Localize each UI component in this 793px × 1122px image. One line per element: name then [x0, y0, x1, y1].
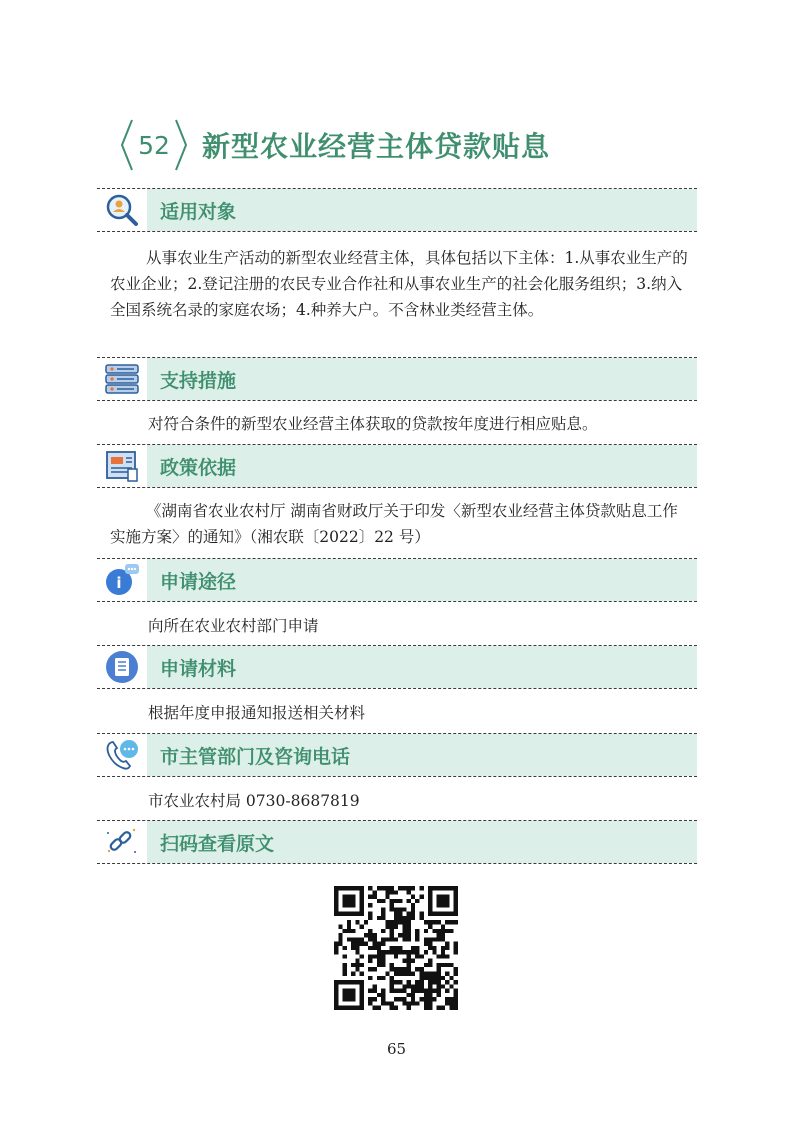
- section-body-basis: 《湖南省农业农村厅 湖南省财政厅关于印发〈新型农业经营主体贷款贴息工作实施方案〉的通知》（湘农联〔2022〕22 号）: [110, 502, 678, 546]
- list-icon: [97, 646, 147, 688]
- info-chat-icon: [97, 559, 147, 601]
- section-heading: 申请途径: [147, 559, 697, 601]
- svg-text:i: i: [116, 574, 122, 592]
- section-header-basis: [97, 444, 697, 488]
- page-number: 65: [386, 1040, 407, 1058]
- title-row: [120, 116, 550, 174]
- section-body-target: 从事农业生产活动的新型农业经营主体，具体包括以下主体：1.从事农业生产的农业企业；2.登记注册的农民专业合作社和从事农业生产的社会化服务组织；3.纳入全国系统名录的家庭农场；4.种养大户。不含林业类经营主体。: [110, 249, 688, 319]
- server-stack-icon: [97, 358, 147, 400]
- section-header-materials: [97, 645, 697, 689]
- qr-code: [334, 886, 458, 1010]
- section-heading: 申请材料: [147, 646, 697, 688]
- section-header-scan: [97, 820, 697, 864]
- section-body-measures: 对符合条件的新型农业经营主体获取的贷款按年度进行相应贴息。: [148, 415, 598, 433]
- magnifier-person-icon: [97, 189, 147, 231]
- section-body-contact: 市农业农村局 0730-8687819: [148, 792, 360, 810]
- number-badge: [120, 118, 188, 172]
- section-header-measures: [97, 357, 697, 401]
- section-heading: 扫码查看原文: [147, 821, 697, 863]
- page-item-number: 52: [138, 130, 170, 160]
- phone-icon: [97, 734, 147, 776]
- link-icon: [97, 821, 147, 863]
- section-heading: 市主管部门及咨询电话: [147, 734, 697, 776]
- section-heading: 适用对象: [147, 189, 697, 231]
- section-header-channel: [97, 558, 697, 602]
- section-heading: 政策依据: [147, 445, 697, 487]
- section-header-contact: [97, 733, 697, 777]
- section-header-target: [97, 188, 697, 232]
- section-body-materials: 根据年度申报通知报送相关材料: [148, 704, 366, 722]
- page-title: 新型农业经营主体贷款贴息: [202, 130, 551, 163]
- section-body-channel: 向所在农业农村部门申请: [148, 617, 319, 635]
- section-heading: 支持措施: [147, 358, 697, 400]
- document-icon: [97, 445, 147, 487]
